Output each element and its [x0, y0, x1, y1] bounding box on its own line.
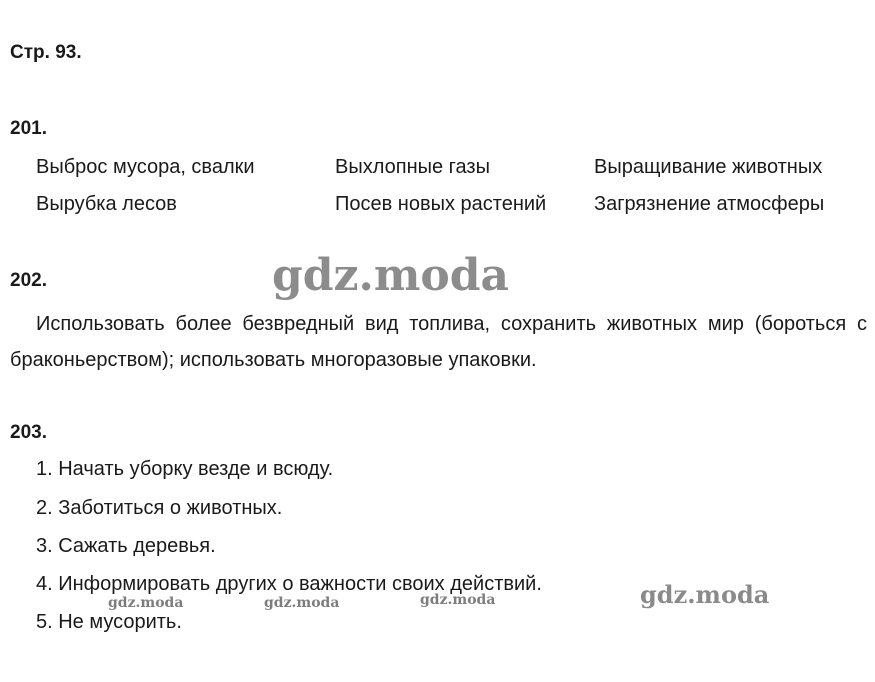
grid-cell-r1-c1: Выброс мусора, свалки	[36, 156, 255, 178]
watermark-small: gdz.moda	[420, 592, 496, 608]
section-202-text: Использовать более безвредный вид топлива, сохранить животных мир (бороться с браконьерством); использовать многоразовые упаковки.	[10, 313, 867, 371]
grid-cell-r1-c3: Выращивание животных	[594, 156, 823, 178]
page-header: Стр. 93.	[10, 42, 82, 63]
list-item: 2. Заботиться о животных.	[36, 497, 283, 519]
section-number-201: 201.	[10, 118, 47, 139]
watermark-main: gdz.moda	[272, 250, 510, 301]
watermark-secondary: gdz.moda	[640, 580, 770, 609]
grid-cell-r2-c3: Загрязнение атмосферы	[594, 193, 825, 215]
list-item: 4. Информировать других о важности своих действий.	[36, 573, 542, 595]
watermark-small: gdz.moda	[264, 595, 340, 611]
section-number-203: 203.	[10, 422, 47, 443]
grid-cell-r2-c2: Посев новых растений	[335, 193, 547, 215]
list-item: 1. Начать уборку везде и всюду.	[36, 458, 334, 480]
grid-cell-r2-c1: Вырубка лесов	[36, 193, 177, 215]
grid-cell-r1-c2: Выхлопные газы	[335, 156, 490, 178]
list-item: 3. Сажать деревья.	[36, 535, 216, 557]
watermark-small: gdz.moda	[108, 595, 184, 611]
list-item: 5. Не мусорить.	[36, 611, 182, 633]
section-number-202: 202.	[10, 270, 47, 291]
